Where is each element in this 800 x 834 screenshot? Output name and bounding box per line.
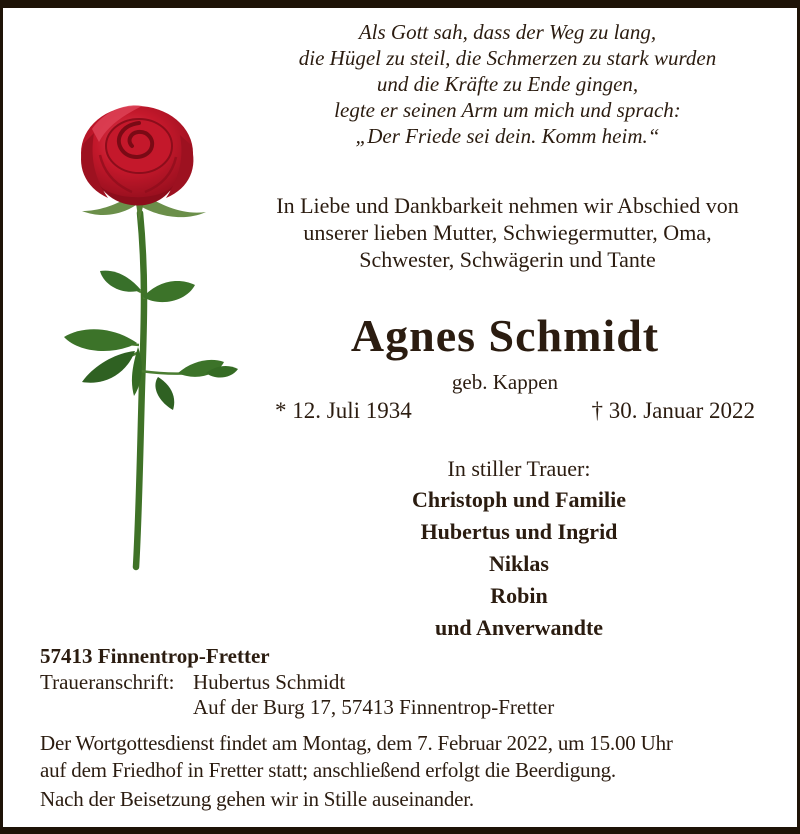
leaf — [64, 329, 137, 351]
leaf — [155, 377, 174, 410]
intro-line: Schwester, Schwägerin und Tante — [359, 247, 656, 272]
address-label: Traueranschrift: — [40, 669, 175, 694]
service-line: Der Wortgottesdienst findet am Montag, dem 7. Februar 2022, um 15.00 Uhr — [40, 731, 673, 755]
poem-line: die Hügel zu steil, die Schmerzen zu stark wurden — [298, 46, 717, 70]
mourner: Christoph und Familie — [412, 487, 626, 512]
life-dates — [275, 398, 755, 424]
deceased-name: Agnes Schmidt — [350, 310, 660, 361]
address-street: Auf der Burg 17, 57413 Finnentrop-Fretter — [193, 695, 555, 719]
death-date: † 30. Januar 2022 — [591, 398, 755, 423]
leaf — [100, 271, 141, 292]
intro-line: In Liebe und Dankbarkeit nehmen wir Abschied von — [276, 193, 739, 218]
address-row — [40, 695, 554, 721]
service-line: auf dem Friedhof in Fretter statt; anschließend erfolgt die Beerdigung. — [40, 758, 616, 782]
intro-line: unserer lieben Mutter, Schwiegermutter, Oma, — [303, 220, 712, 245]
address-name: Hubertus Schmidt — [193, 669, 346, 694]
farewell-intro — [255, 192, 760, 273]
poem-line: „Der Friede sei dein. Komm heim.“ — [355, 124, 660, 148]
leaf — [82, 351, 135, 383]
maiden-name: geb. Kappen — [451, 370, 559, 394]
poem-line: Als Gott sah, dass der Weg zu lang, — [358, 20, 657, 44]
address-block — [40, 644, 554, 721]
city-line: 57413 Finnentrop-Fretter — [40, 644, 270, 668]
poem — [255, 19, 760, 149]
service-info — [40, 730, 762, 813]
address-row — [40, 670, 554, 696]
mourners-list — [269, 484, 769, 644]
poem-line: und die Kräfte zu Ende gingen, — [376, 72, 639, 96]
mourner: und Anverwandte — [434, 615, 604, 640]
closing-line: Nach der Beisetzung gehen wir in Stille auseinander. — [40, 787, 474, 811]
rose-inner-petals — [106, 119, 172, 173]
leaf — [143, 281, 195, 302]
mourning-header: In stiller Trauer: — [447, 456, 591, 481]
mourner: Hubertus und Ingrid — [420, 519, 618, 544]
mourner: Robin — [490, 583, 548, 608]
birth-date: * 12. Juli 1934 — [275, 398, 412, 423]
mourner: Niklas — [489, 551, 549, 576]
poem-line: legte er seinen Arm um mich und sprach: — [334, 98, 681, 122]
red-rose-icon — [40, 85, 280, 585]
